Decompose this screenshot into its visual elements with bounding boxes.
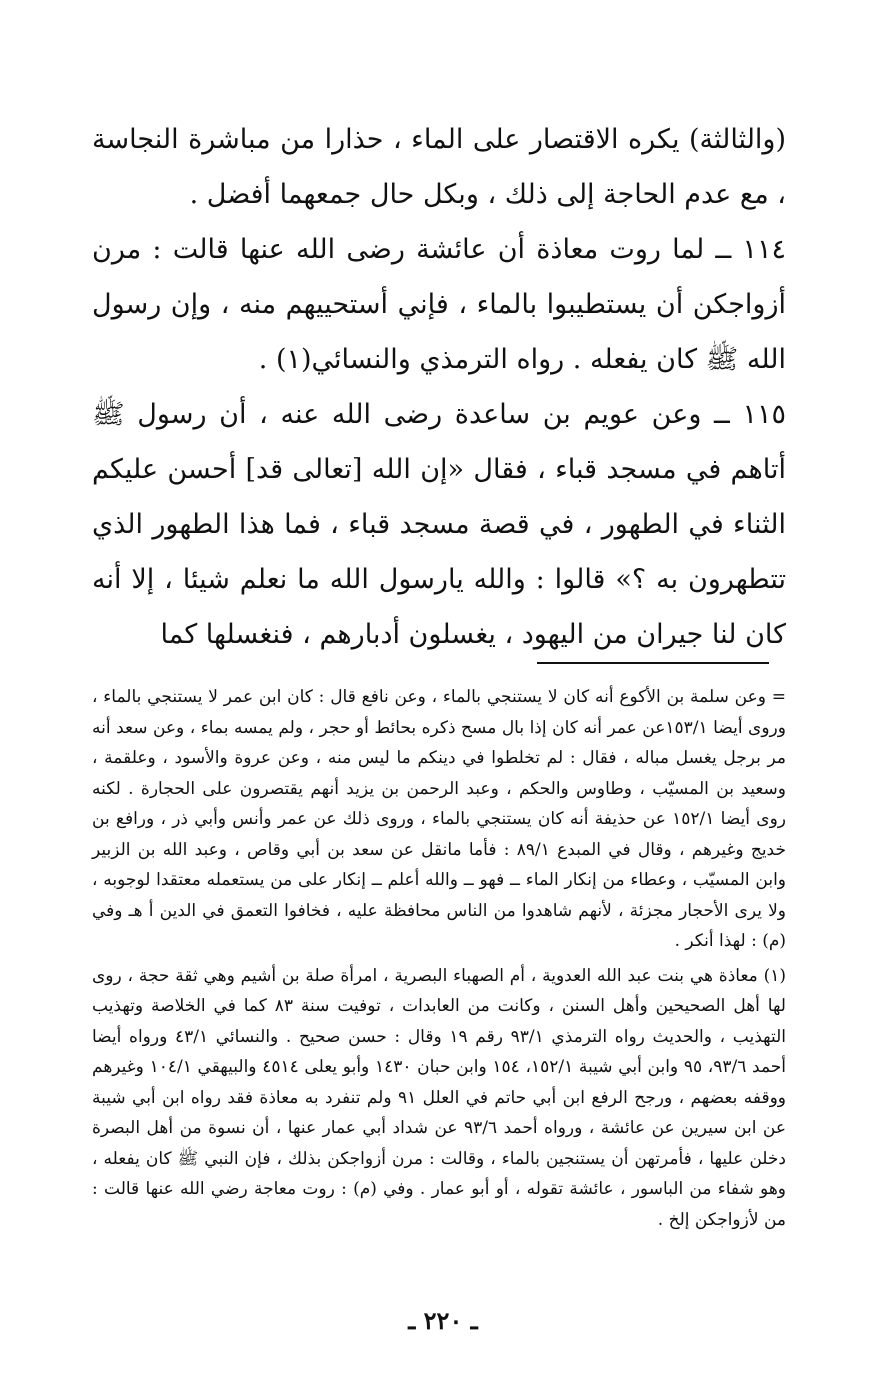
hadith-115: ١١٥ ــ وعن عويم بن ساعدة رضى الله عنه ، أن رسول ﷺ أتاهم في مسجد قباء ، فقال «إن الله [تعالى قد] أحسن عليكم الثناء في الطهور ، في قصة مسجد قباء ، فما هذا الطهور الذي تتطهرون به ؟» قالوا : والله يارسول الله ما نعلم شيئا ، إلا أنه كان لنا جيران من اليهود ، يغسلون أدبارهم ، فنغسلها كما [92, 399, 786, 650]
page-number: ـ ٢٢٠ ـ [408, 1306, 478, 1335]
main-text-body [92, 112, 786, 662]
footnotes [92, 682, 786, 1239]
footnote-1: (١) معاذة هي بنت عبد الله العدوية ، أم الصهباء البصرية ، امرأة صلة بن أشيم وهي ثقة حجة ، روى لها أهل الصحيحين وأهل السنن ، وكانت من العابدات ، توفيت سنة ٨٣ كما في الخلاصة وتهذيب التهذيب ، والحديث رواه الترمذي ٩٣/١ رقم ١٩ وقال : حسن صحيح . والنسائي ٤٣/١ ورواه أيضا أحمد ٩٣/٦، ٩٥ وابن أبي شيبة ١٥٢/١، ١٥٤ وابن حبان ١٤٣٠ وأبو يعلى ٤٥١٤ والبيهقي ١٠٤/١ وغيرهم ووقفه بعضهم ، ورجح الرفع ابن أبي حاتم في العلل ٩١ ولم تنفرد به معاذة فقد رواه ابن أبي شيبة عن ابن سيرين عن عائشة ، ورواه أحمد ٩٣/٦ عن شداد أبي عمار عنها ، أن نسوة من أهل البصرة دخلن عليها ، فأمرتهن أن يستنجين بالماء ، وقالت : مرن أزواجكن بذلك ، فإن النبي ﷺ كان يفعله ، وهو شفاء من الباسور ، عائشة تقوله ، أو أبو عمار . وفي (م) : روت معاجة رضي الله عنها قالت : من لأزواجكن إلخ . [92, 965, 787, 1230]
paragraph-third-ruling: (والثالثة) يكره الاقتصار على الماء ، حذارا من مباشرة النجاسة ، مع عدم الحاجة إلى ذلك ، وبكل حال جمعهما أفضل . [92, 124, 786, 210]
hadith-114: ١١٤ ــ لما روت معاذة أن عائشة رضى الله عنها قالت : مرن أزواجكن أن يستطيبوا بالماء ، فإني أستحييهم منه ، وإن رسول الله ﷺ كان يفعله . رواه الترمذي والنسائي(١) . [92, 234, 786, 375]
footnote-continuation: = وعن سلمة بن الأكوع أنه كان لا يستنجي بالماء ، وعن نافع قال : كان ابن عمر لا يستنجي بالماء ، وروى أيضا ١٥٣/١عن عمر أنه كان إذا بال مسح ذكره بحائط أو حجر ، ولم يمسه بماء ، وعن سعد أنه مر برجل يغسل مباله ، فقال : لم تخلطوا في دينكم ما ليس منه ، وعن عروة والأسود ، وعلقمة ، وسعيد بن المسيّب ، وطاوس والحكم ، وعبد الرحمن بن يزيد أنهم يقتصرون على الحجارة . لكنه روى أيضا ١٥٢/١ عن حذيفة أنه كان يستنجي بالماء ، وروى ذلك عن عمر وأنس وأبي ذر ، ورافع بن خديج وغيرهم ، وقال في المبدع ٨٩/١ : فأما مانقل عن سعد بن أبي وقاص ، وعبد الله بن الزبير وابن المسيّب ، وعطاء من إنكار الماء ــ فهو ــ والله أعلم ــ إنكار على من يستعمله معتقدا لوجوبه ، ولا يرى الأحجار مجزئة ، لأنهم شاهدوا من الناس محافظة عليه ، فخافوا التعمق في الدين أ هـ وفي (م) : لهذا أنكر . [92, 687, 786, 951]
footnote-divider [537, 662, 769, 664]
